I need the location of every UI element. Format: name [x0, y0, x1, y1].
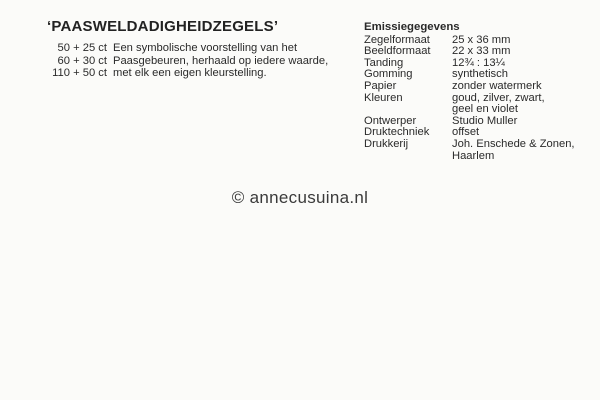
issue-details	[364, 22, 575, 162]
spec-value: 12¾ : 13¼	[452, 56, 505, 69]
spec-label: Drukkerij	[364, 137, 409, 150]
spec-label: Druktechniek	[364, 126, 430, 139]
stamp-value-row	[38, 42, 328, 55]
stamp-values-list	[38, 42, 328, 80]
spec-label	[364, 151, 452, 163]
spec-row	[364, 151, 575, 163]
spec-label: Ontwerper	[364, 114, 417, 127]
stamp-value-amount: 50 + 25 ct	[57, 42, 107, 54]
stamp-value-row	[38, 67, 328, 80]
stamp-value-description: met elk een eigen kleurstelling.	[113, 67, 267, 79]
spec-label: Tanding	[364, 56, 404, 69]
spec-value: goud, zilver, zwart,	[452, 91, 545, 104]
spec-value: Joh. Enschede & Zonen,	[452, 137, 575, 150]
spec-label	[364, 104, 452, 116]
spec-value: geel en violet	[452, 103, 518, 116]
spec-row	[364, 139, 575, 151]
spec-value: 22 x 33 mm	[452, 45, 511, 58]
spec-label: Kleuren	[364, 91, 403, 104]
spec-label: Zegelformaat	[364, 33, 430, 46]
spec-label: Gomming	[364, 68, 413, 81]
spec-value: Studio Muller	[452, 114, 518, 127]
spec-value: 25 x 36 mm	[452, 33, 511, 46]
stamp-value-amount: 60 + 30 ct	[57, 54, 107, 67]
spec-row	[364, 81, 575, 93]
stamp-value-description: Een symbolische voorstelling van het	[113, 42, 298, 54]
stamp-value-description: Paasgebeuren, herhaald op iedere waarde,	[113, 54, 329, 67]
document-title: ‘PAASWELDADIGHEIDZEGELS’	[47, 18, 279, 35]
spec-value: Haarlem	[452, 149, 495, 162]
spec-value: synthetisch	[452, 68, 508, 81]
spec-row	[364, 104, 575, 116]
stamp-value-row	[38, 55, 328, 68]
spec-label: Papier	[364, 79, 397, 92]
spec-value: offset	[452, 126, 480, 139]
spec-label: Beeldformaat	[364, 45, 431, 58]
spec-value: zonder watermerk	[452, 79, 542, 92]
issue-details-heading: Emissiegegevens	[364, 21, 460, 33]
copyright-watermark: © annecusuina.nl	[231, 188, 369, 207]
stamp-value-amount: 110 + 50 ct	[52, 67, 107, 79]
